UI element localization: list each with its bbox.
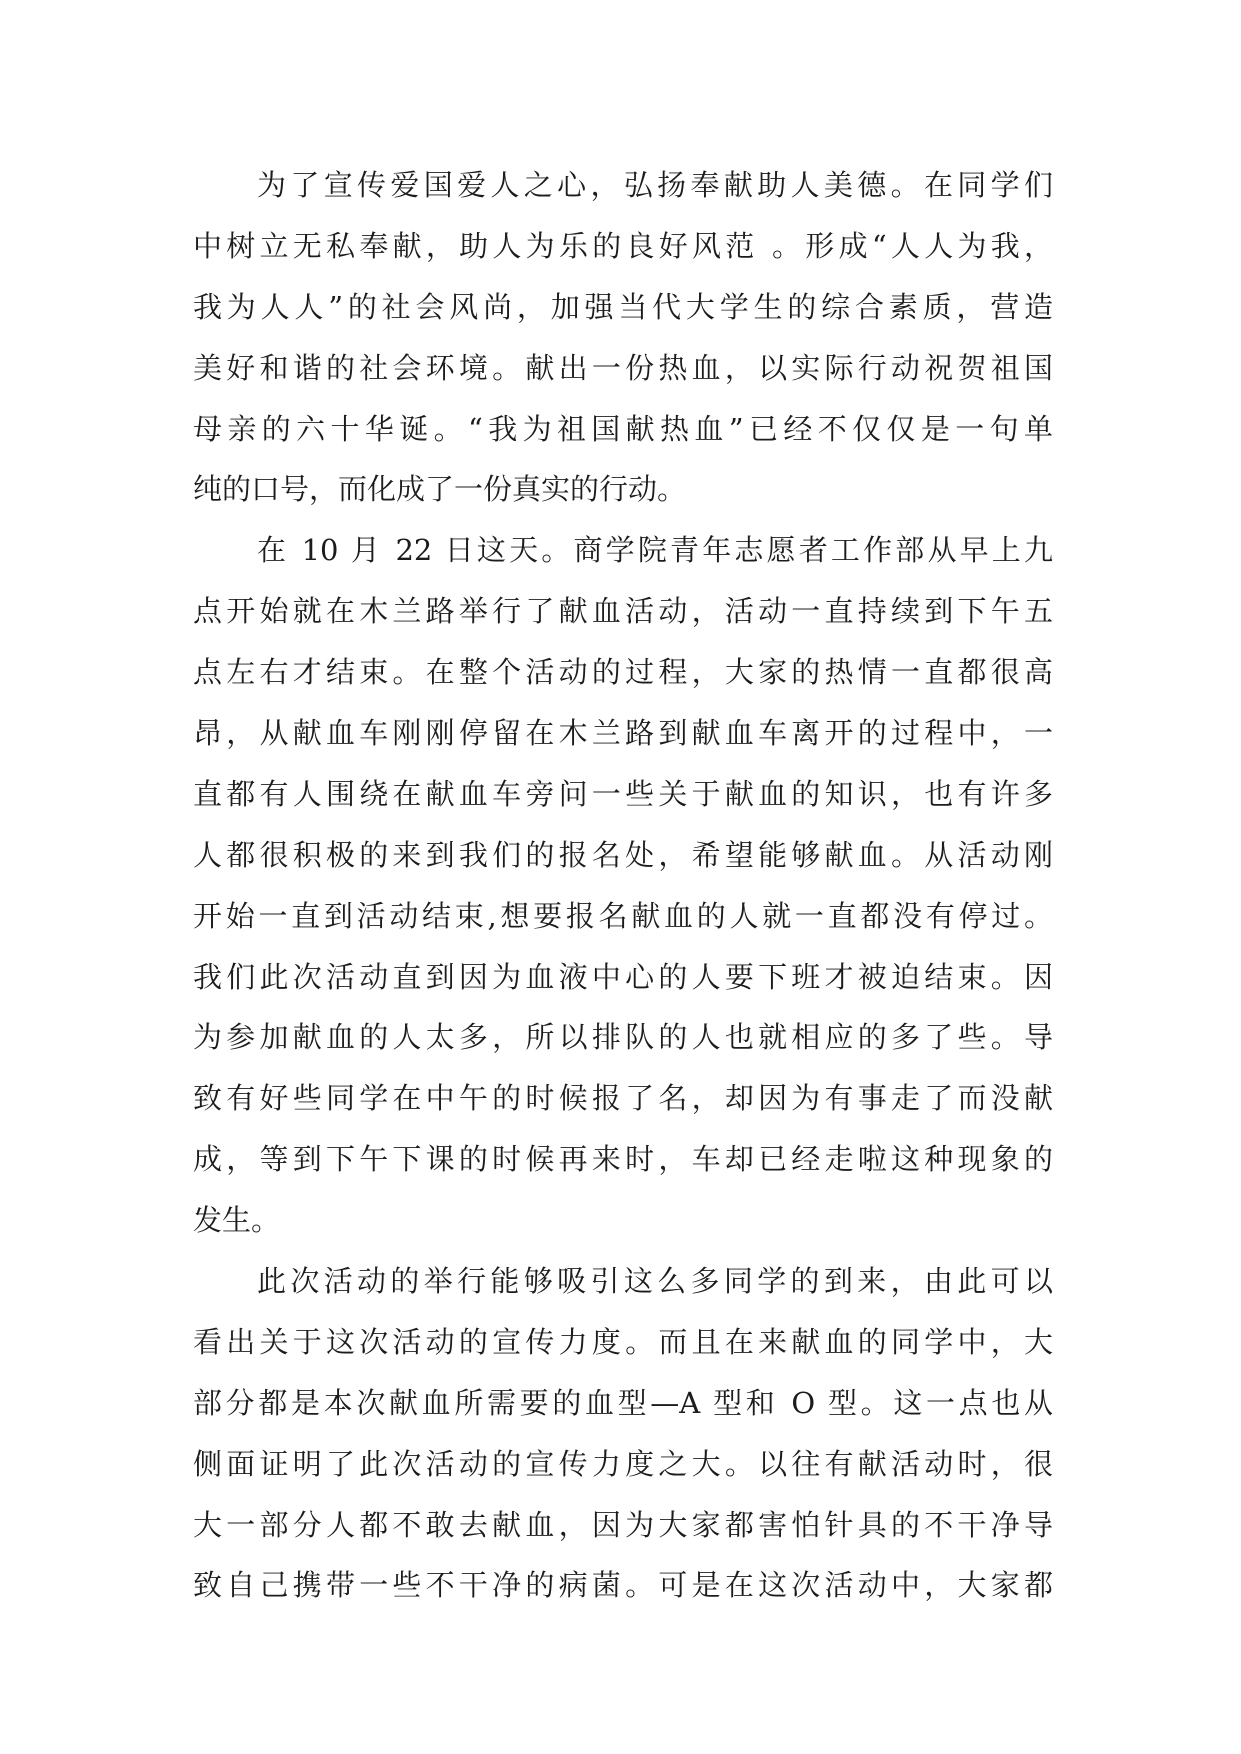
text-line: 点左右才结束。在整个活动的过程，大家的热情一直都很高 xyxy=(193,655,1053,690)
text-line: 大一部分人都不敢去献血，因为大家都害怕针具的不干净导 xyxy=(193,1507,1053,1542)
text-line: 发生。 xyxy=(193,1203,281,1238)
paragraph xyxy=(193,1251,1053,1616)
text-line: 我们此次活动直到因为血液中心的人要下班才被迫结束。因 xyxy=(193,959,1053,994)
text-line: 点开始就在木兰路举行了献血活动，活动一直持续到下午五 xyxy=(193,594,1053,629)
document-body xyxy=(193,155,1053,1616)
text-line: 人都很积极的来到我们的报名处，希望能够献血。从活动刚 xyxy=(193,837,1053,872)
text-line: 成，等到下午下课的时候再来时，车却已经走啦这种现象的 xyxy=(193,1142,1053,1177)
text-line: 此次活动的举行能够吸引这么多同学的到来，由此可以 xyxy=(257,1264,1053,1299)
text-line: 致自己携带一些不干净的病菌。可是在这次活动中，大家都 xyxy=(193,1568,1053,1603)
text-line: 直都有人围绕在献血车旁问一些关于献血的知识，也有许多 xyxy=(193,776,1053,811)
text-line: 为参加献血的人太多，所以排队的人也就相应的多了些。导 xyxy=(193,1020,1053,1055)
paragraph xyxy=(193,520,1053,1251)
text-line: 中树立无私奉献，助人为乐的良好风范 。形成“人人为我， xyxy=(193,228,1053,263)
text-line: 为了宣传爱国爱人之心，弘扬奉献助人美德。在同学们 xyxy=(257,168,1053,202)
paragraph xyxy=(193,155,1053,520)
text-line: 在 10 月 22 日这天。商学院青年志愿者工作部从早上九 xyxy=(257,533,1053,568)
text-line: 美好和谐的社会环境。献出一份热血，以实际行动祝贺祖国 xyxy=(193,350,1053,385)
text-line: 纯的口号，而化成了一份真实的行动。 xyxy=(193,472,687,507)
text-line: 母亲的六十华诞。“我为祖国献热血”已经不仅仅是一句单 xyxy=(193,411,1053,446)
text-line: 侧面证明了此次活动的宣传力度之大。以往有献活动时，很 xyxy=(193,1446,1053,1481)
text-line: 部分都是本次献血所需要的血型—A 型和 O 型。这一点也从 xyxy=(193,1385,1053,1420)
text-line: 我为人人”的社会风尚，加强当代大学生的综合素质，营造 xyxy=(193,289,1053,324)
text-line: 开始一直到活动结束,想要报名献血的人就一直都没有停过。 xyxy=(193,898,1053,933)
text-line: 昂，从献血车刚刚停留在木兰路到献血车离开的过程中，一 xyxy=(193,716,1053,751)
text-line: 看出关于这次活动的宣传力度。而且在来献血的同学中，大 xyxy=(193,1324,1053,1359)
text-line: 致有好些同学在中午的时候报了名，却因为有事走了而没献 xyxy=(193,1081,1053,1116)
